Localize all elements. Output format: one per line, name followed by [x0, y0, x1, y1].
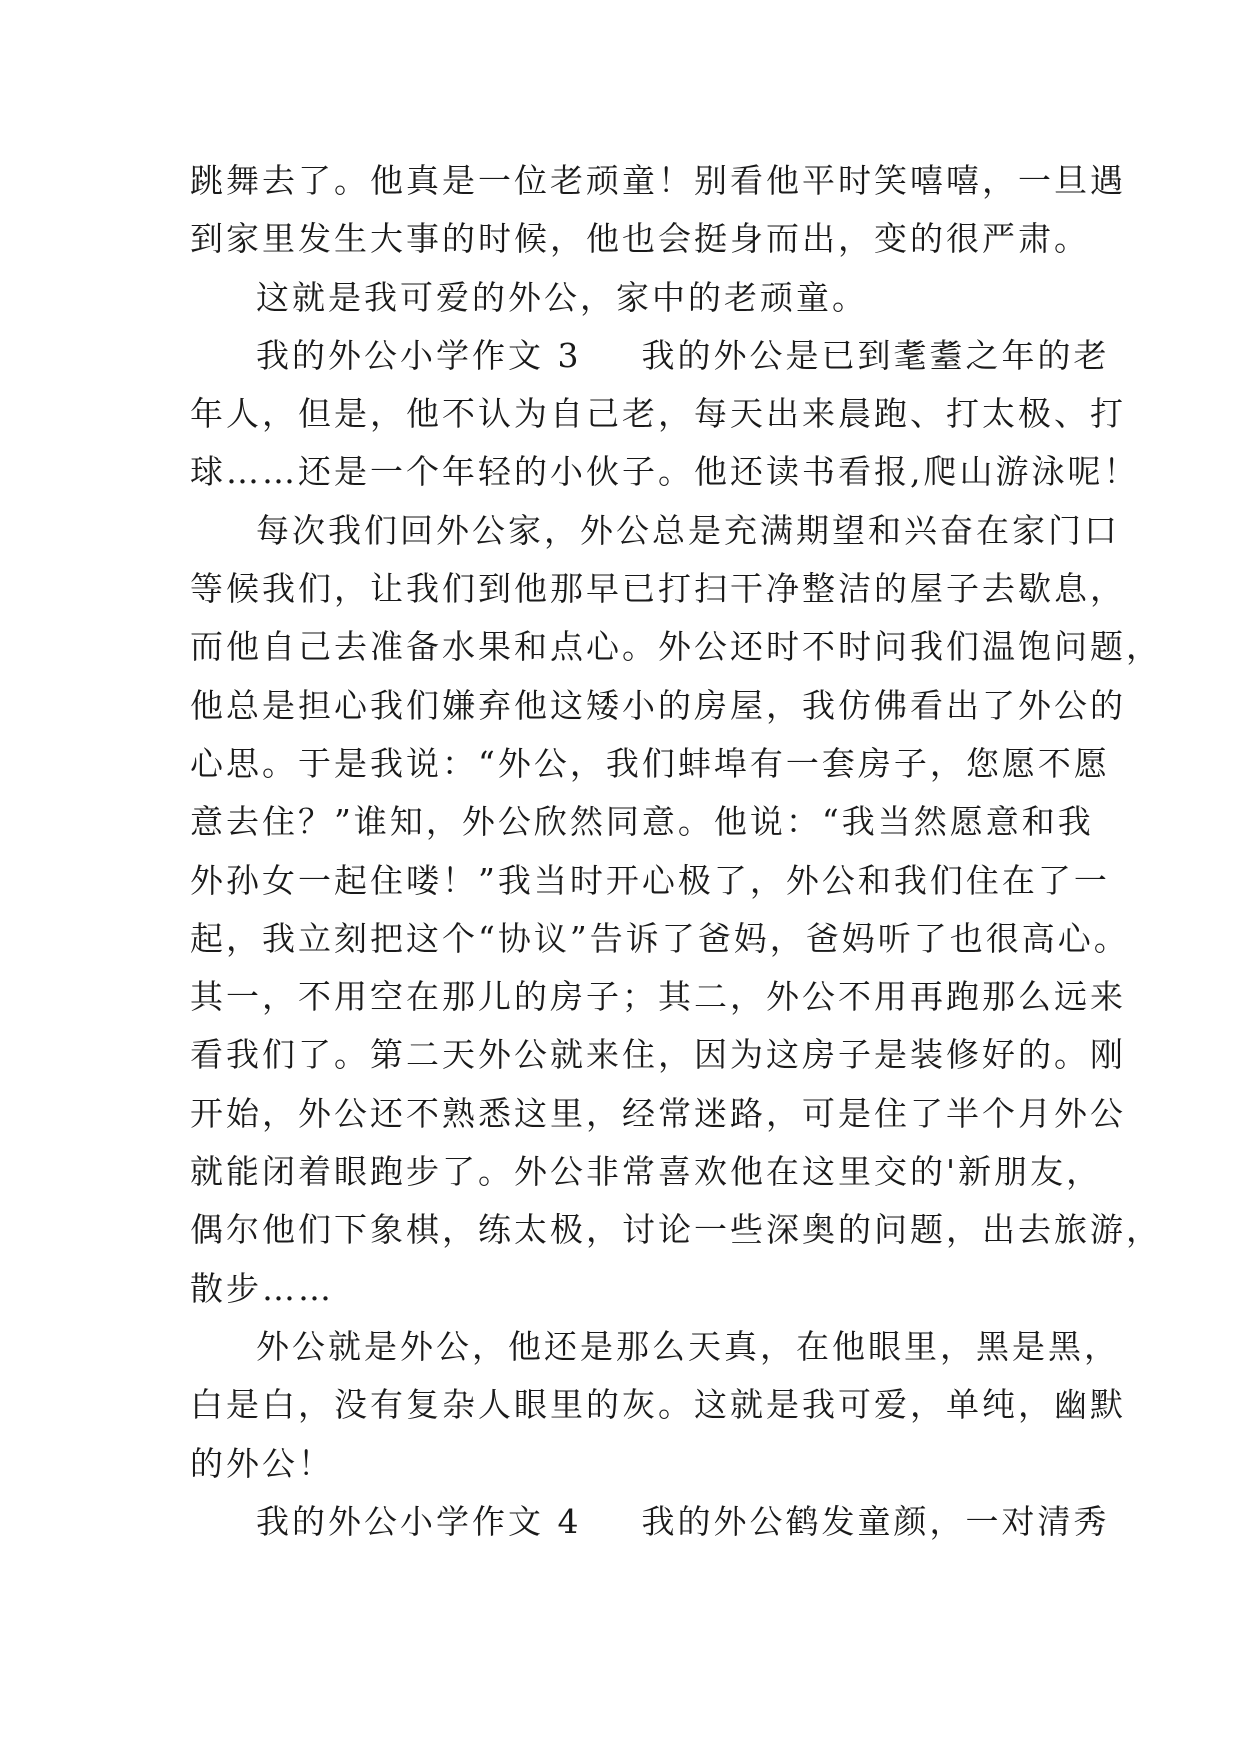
essay-opening-4: 我的外公鹤发童颜，一对清秀 [641, 1501, 1110, 1541]
essay-body [190, 152, 1162, 1551]
text-line-17: 开始，外公还不熟悉这里，经常迷路，可是住了半个月外公 [190, 1093, 1126, 1133]
text-line-9: 而他自己去准备水果和点心。外公还时不时问我们温饱问题， [190, 627, 1162, 667]
text-line-22: 白是白，没有复杂人眼里的灰。这就是我可爱，单纯，幽默 [190, 1385, 1126, 1425]
essay-title-3: 我的外公小学作文 3 [256, 335, 582, 375]
essay-heading-4 [190, 1493, 1110, 1551]
text-line-7: 每次我们回外公家，外公总是充满期望和兴奋在家门口 [256, 510, 1120, 550]
text-line-10: 他总是担心我们嫌弃他这矮小的房屋，我仿佛看出了外公的 [190, 685, 1126, 725]
text-line-2: 到家里发生大事的时候，他也会挺身而出，变的很严肃。 [190, 219, 1090, 259]
text-line-20: 散步…… [190, 1268, 334, 1308]
essay-heading-3 [190, 327, 1110, 385]
essay-title-4: 我的外公小学作文 4 [256, 1501, 582, 1541]
text-line-1: 跳舞去了。他真是一位老顽童！别看他平时笑嘻嘻，一旦遇 [190, 161, 1126, 200]
text-line-11: 心思。于是我说：“外公，我们蚌埠有一套房子，您愿不愿 [190, 743, 1110, 783]
essay-opening-3: 我的外公是已到耄耋之年的老 [641, 335, 1110, 375]
text-line-13: 外孙女一起住喽！”我当时开心极了，外公和我们住在了一 [190, 860, 1110, 900]
text-line-5: 年人，但是，他不认为自己老，每天出来晨跑、打太极、打 [190, 394, 1126, 434]
text-line-14: 起，我立刻把这个“协议”告诉了爸妈，爸妈听了也很高心。 [190, 918, 1130, 958]
text-line-23: 的外公！ [190, 1443, 334, 1483]
text-line-15: 其一，不用空在那儿的房子；其二，外公不用再跑那么远来 [190, 977, 1126, 1017]
text-line-6: 球……还是一个年轻的小伙子。他还读书看报,爬山游泳呢！ [190, 452, 1140, 492]
text-line-12: 意去住？”谁知，外公欣然同意。他说：“我当然愿意和我 [190, 802, 1094, 842]
text-line-18: 就能闭着眼跑步了。外公非常喜欢他在这里交的'新朋友， [190, 1152, 1103, 1192]
text-line-3: 这就是我可爱的外公，家中的老顽童。 [256, 277, 868, 317]
text-line-16: 看我们了。第二天外公就来住，因为这房子是装修好的。刚 [190, 1035, 1126, 1075]
text-line-21: 外公就是外公，他还是那么天真，在他眼里，黑是黑， [256, 1326, 1120, 1366]
text-line-19: 偶尔他们下象棋，练太极，讨论一些深奥的问题，出去旅游， [190, 1210, 1162, 1250]
text-line-8: 等候我们，让我们到他那早已打扫干净整洁的屋子去歇息， [190, 569, 1126, 609]
